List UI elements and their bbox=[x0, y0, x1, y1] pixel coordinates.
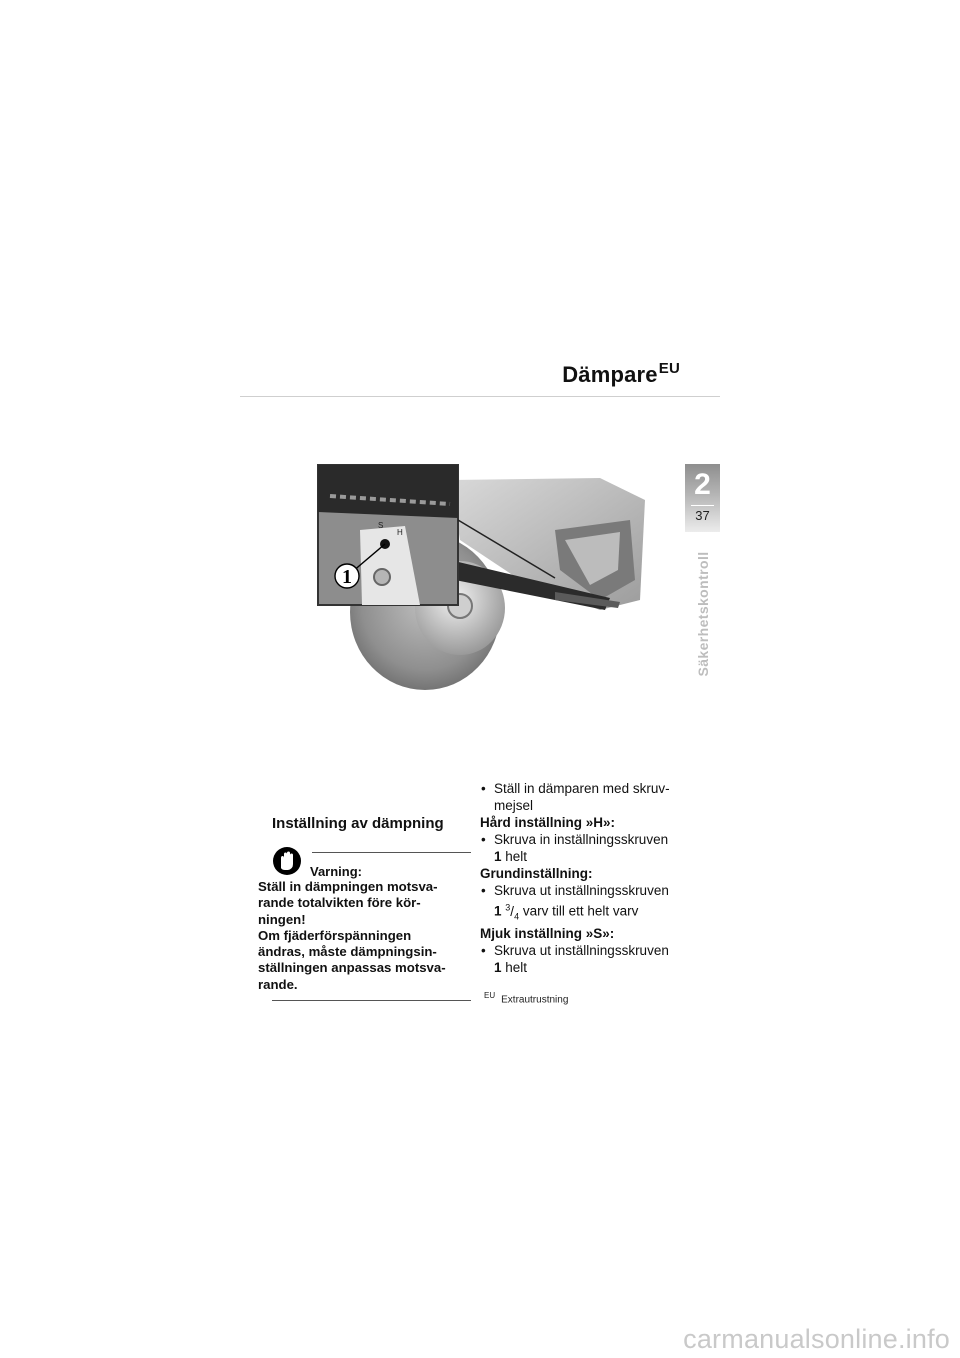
basic-setting-label: Grundinställning: bbox=[480, 866, 593, 881]
intro-bullet: • Ställ in dämparen med skruv- mejsel bbox=[481, 781, 670, 813]
callout-number: 1 bbox=[342, 566, 352, 588]
header-rule bbox=[240, 396, 720, 397]
warning-line: Ställ in dämpningen motsva- bbox=[258, 879, 438, 894]
warning-line: ningen! bbox=[258, 911, 306, 927]
warning-body bbox=[258, 879, 480, 993]
warning-title: Varning: bbox=[310, 864, 363, 879]
section-label: Säkerhetskontroll bbox=[695, 551, 711, 677]
rear-wheel-damper-illustration bbox=[300, 460, 650, 700]
warning-bottom-rule bbox=[272, 1000, 471, 1001]
warning-line: rande totalvikten före kör- bbox=[258, 895, 421, 911]
page-title: Dämpare$^{EU}$ bbox=[562, 360, 680, 387]
watermark: carmanualsonline.info bbox=[683, 1324, 950, 1354]
footnote: $^{EU}$ Extrautrustning bbox=[484, 991, 569, 1006]
warning-top-rule bbox=[312, 852, 471, 853]
hard-setting-bullet: • Skruva in inställningsskruven 1 helt bbox=[481, 832, 669, 864]
page-number: 37 bbox=[695, 508, 710, 523]
hard-setting-label: Hård inställning »H»: bbox=[480, 815, 616, 830]
title-superscript: EU bbox=[658, 360, 680, 377]
instructions-column bbox=[480, 780, 695, 976]
chapter-tab-divider bbox=[691, 505, 714, 506]
warning-line: ställningen anpassas motsva- bbox=[258, 960, 446, 976]
svg-text:H: H bbox=[397, 528, 403, 537]
bullet-icon: • bbox=[481, 781, 486, 796]
warning-hand-icon bbox=[272, 846, 302, 876]
section-heading: Inställning av dämpning bbox=[272, 815, 444, 832]
warning-line: Om fjäderförspänningen bbox=[258, 927, 412, 943]
bullet-icon: • bbox=[481, 883, 486, 898]
warning-line: rande. bbox=[258, 976, 298, 992]
fraction: $^3/_4$ bbox=[505, 902, 520, 922]
bullet-icon: • bbox=[481, 832, 486, 847]
chapter-number: 2 bbox=[694, 468, 711, 501]
soft-setting-bullet: • Skruva ut inställningsskruven 1 helt bbox=[481, 943, 669, 976]
bullet-icon: • bbox=[481, 943, 486, 959]
svg-text:S: S bbox=[378, 521, 384, 530]
warning-line: ändras, måste dämpningsin- bbox=[258, 944, 437, 960]
basic-setting-bullet: • Skruva ut inställningsskruven 1 $^3/_4$ varv till ett helt varv bbox=[481, 883, 669, 922]
chapter-tab bbox=[685, 464, 720, 532]
soft-setting-label: Mjuk inställning »S»: bbox=[480, 926, 615, 942]
